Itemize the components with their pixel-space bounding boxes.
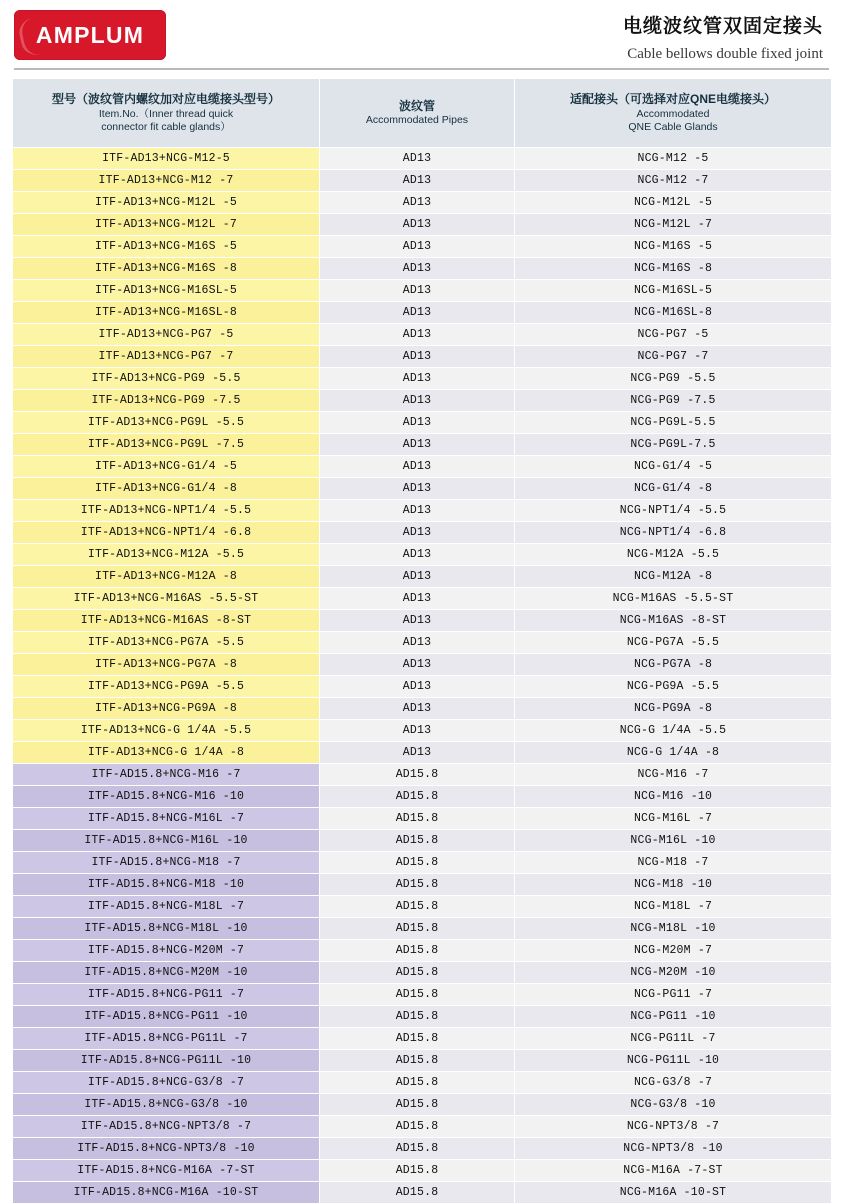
cell-item-no: ITF-AD13+NCG-M12A -8 — [13, 566, 320, 588]
cell-item-no: ITF-AD13+NCG-M16SL-5 — [13, 280, 320, 302]
cell-gland: NCG-PG9L-5.5 — [515, 412, 832, 434]
table-row — [13, 632, 832, 654]
cell-gland: NCG-PG7A -5.5 — [515, 632, 832, 654]
cell-gland: NCG-M16AS -8-ST — [515, 610, 832, 632]
cell-gland: NCG-M16A -7-ST — [515, 1160, 832, 1182]
cell-item-no: ITF-AD13+NCG-M16AS -8-ST — [13, 610, 320, 632]
cell-pipe: AD15.8 — [320, 940, 515, 962]
cell-item-no: ITF-AD15.8+NCG-M16 -7 — [13, 764, 320, 786]
table-row — [13, 588, 832, 610]
table-row — [13, 148, 832, 170]
cell-item-no: ITF-AD15.8+NCG-NPT3/8 -10 — [13, 1138, 320, 1160]
table-row — [13, 742, 832, 764]
cell-pipe: AD15.8 — [320, 1028, 515, 1050]
cell-item-no: ITF-AD15.8+NCG-PG11L -7 — [13, 1028, 320, 1050]
cell-gland: NCG-PG7 -7 — [515, 346, 832, 368]
cell-item-no: ITF-AD13+NCG-G 1/4A -5.5 — [13, 720, 320, 742]
cell-item-no: ITF-AD13+NCG-PG9 -7.5 — [13, 390, 320, 412]
cell-gland: NCG-PG9A -8 — [515, 698, 832, 720]
table-row — [13, 544, 832, 566]
cell-pipe: AD15.8 — [320, 852, 515, 874]
cell-item-no: ITF-AD15.8+NCG-M18L -10 — [13, 918, 320, 940]
column-header-pipes-cn: 波纹管 — [398, 98, 435, 113]
cell-gland: NCG-M12A -5.5 — [515, 544, 832, 566]
cell-item-no: ITF-AD13+NCG-PG9 -5.5 — [13, 368, 320, 390]
cell-gland: NCG-PG11L -10 — [515, 1050, 832, 1072]
cell-item-no: ITF-AD15.8+NCG-M18 -10 — [13, 874, 320, 896]
cell-pipe: AD13 — [320, 434, 515, 456]
cell-pipe: AD13 — [320, 632, 515, 654]
cell-item-no: ITF-AD13+NCG-M12A -5.5 — [13, 544, 320, 566]
cell-gland: NCG-M16A -10-ST — [515, 1182, 832, 1204]
cell-pipe: AD15.8 — [320, 1138, 515, 1160]
cell-gland: NCG-M18 -7 — [515, 852, 832, 874]
cell-pipe: AD15.8 — [320, 874, 515, 896]
brand-logo-text: AMPLUM — [35, 21, 145, 48]
cell-gland: NCG-PG9A -5.5 — [515, 676, 832, 698]
table-row — [13, 940, 832, 962]
cell-gland: NCG-M12A -8 — [515, 566, 832, 588]
cell-gland: NCG-M16 -7 — [515, 764, 832, 786]
cell-item-no: ITF-AD15.8+NCG-M18L -7 — [13, 896, 320, 918]
table-row — [13, 214, 832, 236]
cell-item-no: ITF-AD15.8+NCG-M16 -10 — [13, 786, 320, 808]
cell-pipe: AD15.8 — [320, 808, 515, 830]
cell-item-no: ITF-AD13+NCG-M16AS -5.5-ST — [13, 588, 320, 610]
cell-pipe: AD13 — [320, 280, 515, 302]
cell-item-no: ITF-AD15.8+NCG-M16A -7-ST — [13, 1160, 320, 1182]
table-row — [13, 896, 832, 918]
cell-gland: NCG-M12 -7 — [515, 170, 832, 192]
cell-gland: NCG-M16S -5 — [515, 236, 832, 258]
cell-pipe: AD13 — [320, 258, 515, 280]
table-row — [13, 324, 832, 346]
table-row — [13, 1050, 832, 1072]
cell-item-no: ITF-AD13+NCG-PG7 -5 — [13, 324, 320, 346]
cell-gland: NCG-M18L -10 — [515, 918, 832, 940]
cell-pipe: AD13 — [320, 522, 515, 544]
column-header-glands — [515, 79, 832, 148]
column-header-glands-en-1: Accommodated — [636, 107, 710, 120]
cell-gland: NCG-M12 -5 — [515, 148, 832, 170]
cell-pipe: AD13 — [320, 676, 515, 698]
cell-item-no: ITF-AD15.8+NCG-G3/8 -10 — [13, 1094, 320, 1116]
cell-gland: NCG-G3/8 -10 — [515, 1094, 832, 1116]
cell-gland: NCG-M20M -7 — [515, 940, 832, 962]
cell-gland: NCG-M18 -10 — [515, 874, 832, 896]
cell-gland: NCG-M12L -7 — [515, 214, 832, 236]
table-row — [13, 676, 832, 698]
cell-item-no: ITF-AD13+NCG-M12L -7 — [13, 214, 320, 236]
cell-gland: NCG-M16AS -5.5-ST — [515, 588, 832, 610]
cell-pipe: AD15.8 — [320, 1072, 515, 1094]
table-row — [13, 478, 832, 500]
table-row — [13, 984, 832, 1006]
cell-pipe: AD13 — [320, 214, 515, 236]
cell-item-no: ITF-AD15.8+NCG-PG11 -7 — [13, 984, 320, 1006]
cell-item-no: ITF-AD13+NCG-M16S -8 — [13, 258, 320, 280]
cell-item-no: ITF-AD13+NCG-PG9A -5.5 — [13, 676, 320, 698]
cell-pipe: AD15.8 — [320, 918, 515, 940]
cell-pipe: AD13 — [320, 236, 515, 258]
table-row — [13, 302, 832, 324]
column-header-item-no-en-1: Item.No.（Inner thread quick — [98, 107, 234, 120]
cell-pipe: AD13 — [320, 324, 515, 346]
cell-gland: NCG-M16SL-5 — [515, 280, 832, 302]
cell-gland: NCG-M16S -8 — [515, 258, 832, 280]
cell-pipe: AD15.8 — [320, 830, 515, 852]
cell-gland: NCG-G 1/4A -8 — [515, 742, 832, 764]
column-header-item-no-cn: 型号（波纹管内螺纹加对应电缆接头型号） — [51, 92, 280, 107]
table-row — [13, 1072, 832, 1094]
cell-pipe: AD13 — [320, 500, 515, 522]
cell-item-no: ITF-AD13+NCG-M12-5 — [13, 148, 320, 170]
table-row — [13, 280, 832, 302]
table-row — [13, 258, 832, 280]
table-row — [13, 698, 832, 720]
cell-pipe: AD13 — [320, 720, 515, 742]
cell-pipe: AD13 — [320, 170, 515, 192]
table-row — [13, 1028, 832, 1050]
cell-pipe: AD13 — [320, 192, 515, 214]
cell-item-no: ITF-AD13+NCG-PG9L -7.5 — [13, 434, 320, 456]
table-row — [13, 852, 832, 874]
cell-item-no: ITF-AD13+NCG-M16SL-8 — [13, 302, 320, 324]
cell-gland: NCG-M16 -10 — [515, 786, 832, 808]
cell-pipe: AD15.8 — [320, 1050, 515, 1072]
cell-item-no: ITF-AD15.8+NCG-M18 -7 — [13, 852, 320, 874]
cell-item-no: ITF-AD13+NCG-G1/4 -8 — [13, 478, 320, 500]
cell-gland: NCG-M12L -5 — [515, 192, 832, 214]
cell-gland: NCG-M18L -7 — [515, 896, 832, 918]
cell-gland: NCG-PG11 -10 — [515, 1006, 832, 1028]
column-header-glands-cn: 适配接头（可选择对应QNE电缆接头） — [569, 92, 776, 107]
cell-item-no: ITF-AD13+NCG-PG9A -8 — [13, 698, 320, 720]
table-row — [13, 808, 832, 830]
table-row — [13, 412, 832, 434]
header-row — [13, 79, 832, 148]
cell-pipe: AD13 — [320, 302, 515, 324]
cell-item-no: ITF-AD13+NCG-PG7A -5.5 — [13, 632, 320, 654]
cell-pipe: AD13 — [320, 588, 515, 610]
table-row — [13, 170, 832, 192]
table-row — [13, 346, 832, 368]
cell-gland: NCG-PG11L -7 — [515, 1028, 832, 1050]
cell-pipe: AD15.8 — [320, 1006, 515, 1028]
table-row — [13, 566, 832, 588]
page-title-block — [623, 10, 829, 65]
table-row — [13, 434, 832, 456]
cell-item-no: ITF-AD13+NCG-PG9L -5.5 — [13, 412, 320, 434]
cell-item-no: ITF-AD15.8+NCG-M20M -7 — [13, 940, 320, 962]
cell-pipe: AD15.8 — [320, 786, 515, 808]
table-row — [13, 1094, 832, 1116]
table-row — [13, 500, 832, 522]
cell-item-no: ITF-AD15.8+NCG-G3/8 -7 — [13, 1072, 320, 1094]
column-header-pipes — [320, 79, 515, 148]
cell-pipe: AD13 — [320, 390, 515, 412]
cell-gland: NCG-M16L -7 — [515, 808, 832, 830]
cell-gland: NCG-G1/4 -8 — [515, 478, 832, 500]
table-row — [13, 962, 832, 984]
cell-item-no: ITF-AD15.8+NCG-M20M -10 — [13, 962, 320, 984]
cell-item-no: ITF-AD13+NCG-G1/4 -5 — [13, 456, 320, 478]
column-header-glands-en-2: QNE Cable Glands — [628, 120, 718, 133]
spec-table-head — [13, 79, 832, 148]
brand-logo — [14, 10, 166, 60]
cell-gland: NCG-NPT1/4 -6.8 — [515, 522, 832, 544]
table-row — [13, 456, 832, 478]
logo-swoosh-icon — [17, 12, 67, 58]
cell-item-no: ITF-AD15.8+NCG-M16L -7 — [13, 808, 320, 830]
cell-item-no: ITF-AD15.8+NCG-PG11 -10 — [13, 1006, 320, 1028]
cell-item-no: ITF-AD13+NCG-NPT1/4 -6.8 — [13, 522, 320, 544]
cell-gland: NCG-PG11 -7 — [515, 984, 832, 1006]
cell-pipe: AD15.8 — [320, 1116, 515, 1138]
column-header-item-no-en-2: connector fit cable glands） — [101, 120, 231, 133]
table-row — [13, 764, 832, 786]
table-row — [13, 522, 832, 544]
cell-gland: NCG-G 1/4A -5.5 — [515, 720, 832, 742]
table-row — [13, 874, 832, 896]
cell-gland: NCG-M16SL-8 — [515, 302, 832, 324]
cell-gland: NCG-PG9L-7.5 — [515, 434, 832, 456]
table-row — [13, 654, 832, 676]
cell-item-no: ITF-AD13+NCG-M12L -5 — [13, 192, 320, 214]
cell-pipe: AD13 — [320, 456, 515, 478]
spec-table — [12, 78, 832, 1204]
cell-item-no: ITF-AD13+NCG-NPT1/4 -5.5 — [13, 500, 320, 522]
table-row — [13, 236, 832, 258]
page-title-en: Cable bellows double fixed joint — [627, 45, 823, 62]
cell-gland: NCG-PG9 -5.5 — [515, 368, 832, 390]
table-row — [13, 786, 832, 808]
table-row — [13, 1160, 832, 1182]
cell-item-no: ITF-AD15.8+NCG-M16A -10-ST — [13, 1182, 320, 1204]
cell-gland: NCG-PG9 -7.5 — [515, 390, 832, 412]
cell-pipe: AD13 — [320, 478, 515, 500]
table-row — [13, 720, 832, 742]
cell-gland: NCG-NPT3/8 -10 — [515, 1138, 832, 1160]
cell-item-no: ITF-AD13+NCG-M16S -5 — [13, 236, 320, 258]
cell-gland: NCG-M20M -10 — [515, 962, 832, 984]
table-row — [13, 192, 832, 214]
cell-item-no: ITF-AD13+NCG-M12 -7 — [13, 170, 320, 192]
cell-pipe: AD15.8 — [320, 984, 515, 1006]
cell-gland: NCG-G3/8 -7 — [515, 1072, 832, 1094]
column-header-item-no — [13, 79, 320, 148]
table-row — [13, 1116, 832, 1138]
cell-pipe: AD15.8 — [320, 1160, 515, 1182]
cell-gland: NCG-PG7 -5 — [515, 324, 832, 346]
cell-pipe: AD15.8 — [320, 1182, 515, 1204]
spec-table-container — [0, 70, 843, 1204]
page-title-cn: 电缆波纹管双固定接头 — [622, 16, 823, 37]
cell-pipe: AD13 — [320, 742, 515, 764]
cell-gland: NCG-G1/4 -5 — [515, 456, 832, 478]
cell-pipe: AD15.8 — [320, 962, 515, 984]
table-row — [13, 1006, 832, 1028]
page-header — [0, 0, 843, 64]
table-row — [13, 1182, 832, 1204]
cell-pipe: AD13 — [320, 368, 515, 390]
cell-gland: NCG-NPT1/4 -5.5 — [515, 500, 832, 522]
table-row — [13, 390, 832, 412]
table-row — [13, 918, 832, 940]
cell-gland: NCG-NPT3/8 -7 — [515, 1116, 832, 1138]
cell-item-no: ITF-AD13+NCG-G 1/4A -8 — [13, 742, 320, 764]
cell-item-no: ITF-AD13+NCG-PG7A -8 — [13, 654, 320, 676]
cell-gland: NCG-M16L -10 — [515, 830, 832, 852]
cell-item-no: ITF-AD15.8+NCG-NPT3/8 -7 — [13, 1116, 320, 1138]
cell-item-no: ITF-AD13+NCG-PG7 -7 — [13, 346, 320, 368]
cell-pipe: AD13 — [320, 148, 515, 170]
cell-pipe: AD13 — [320, 412, 515, 434]
cell-pipe: AD15.8 — [320, 764, 515, 786]
spec-table-body — [13, 148, 832, 1204]
cell-pipe: AD13 — [320, 610, 515, 632]
table-row — [13, 610, 832, 632]
cell-pipe: AD13 — [320, 346, 515, 368]
cell-gland: NCG-PG7A -8 — [515, 654, 832, 676]
cell-pipe: AD15.8 — [320, 1094, 515, 1116]
cell-item-no: ITF-AD15.8+NCG-PG11L -10 — [13, 1050, 320, 1072]
cell-pipe: AD13 — [320, 544, 515, 566]
table-row — [13, 830, 832, 852]
cell-pipe: AD15.8 — [320, 896, 515, 918]
cell-pipe: AD13 — [320, 698, 515, 720]
table-row — [13, 368, 832, 390]
cell-pipe: AD13 — [320, 566, 515, 588]
column-header-pipes-en-1: Accommodated Pipes — [365, 114, 469, 127]
cell-item-no: ITF-AD15.8+NCG-M16L -10 — [13, 830, 320, 852]
cell-pipe: AD13 — [320, 654, 515, 676]
